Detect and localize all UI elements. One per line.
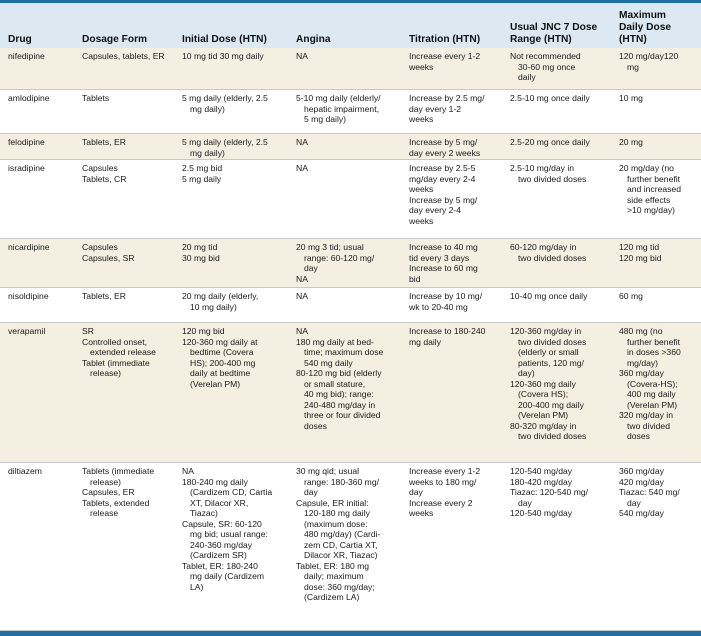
cell-titration xyxy=(409,466,480,519)
cell-text: two divided xyxy=(627,420,670,431)
cell-text: 30-60 mg once xyxy=(518,61,576,72)
cell-dosage-form xyxy=(82,326,156,379)
cell-text: 120-180 mg daily xyxy=(304,508,370,518)
cell-text: weeks xyxy=(409,215,434,226)
table-row xyxy=(0,48,701,90)
cell-text: two divided doses xyxy=(518,431,587,441)
header-dosage-form xyxy=(82,34,147,46)
cell-text: NA xyxy=(296,326,308,336)
cell-text: Controlled onset, xyxy=(82,336,147,347)
cell-text: mg daily xyxy=(409,336,441,347)
cell-maximum-dose xyxy=(619,326,681,442)
cell-angina xyxy=(296,51,308,62)
cell-initial-dose xyxy=(182,51,264,62)
cell-text: mg/day every 2-4 xyxy=(409,173,476,184)
cell-text: 120 mg tid xyxy=(619,242,660,252)
cell-text: NA xyxy=(182,466,194,476)
cell-text: 5 mg daily (elderly, 2.5 xyxy=(182,137,268,147)
cell-initial-dose xyxy=(182,163,222,184)
cell-text: weeks to 180 mg/ xyxy=(409,476,477,487)
cell-titration xyxy=(409,163,477,226)
cell-text: 20 mg 3 tid; usual xyxy=(296,242,364,252)
cell-dosage-form xyxy=(82,291,126,302)
cell-text: three or four divided xyxy=(304,410,381,420)
header-drug xyxy=(8,34,32,46)
cell-text: 480 mg (no xyxy=(619,326,663,336)
cell-initial-dose xyxy=(182,291,258,312)
cell-text: 180 mg daily at bed- xyxy=(296,336,374,347)
cell-text: release) xyxy=(90,476,122,487)
cell-text: 120-360 mg/day in xyxy=(510,326,582,336)
cell-text: 360 mg/day xyxy=(619,466,664,476)
cell-text: (Cardizem LA) xyxy=(304,592,360,602)
cell-text: NA xyxy=(296,137,308,147)
cell-text: 480 mg/day) (Cardi- xyxy=(304,529,381,539)
cell-drug xyxy=(8,93,50,104)
cell-text: wk to 20-40 mg xyxy=(409,301,468,312)
cell-text: Capsules, ER xyxy=(82,487,135,497)
cell-dosage-form xyxy=(82,242,135,263)
cell-text: felodipine xyxy=(8,137,45,147)
cell-text: 180-240 mg daily xyxy=(182,476,248,487)
cell-drug xyxy=(8,326,45,337)
cell-text: 2.5-10 mg/day in xyxy=(510,163,575,173)
cell-text: two divided doses xyxy=(518,336,587,347)
cell-text: 2.5 mg bid xyxy=(182,163,223,173)
cell-text: 5 mg daily (elderly, 2.5 xyxy=(182,93,268,103)
cell-text: (maximum dose: xyxy=(304,518,368,529)
cell-text: Dilacor XR, Tiazac) xyxy=(304,550,378,560)
cell-text: Increase by 5 mg/ xyxy=(409,137,478,147)
cell-text: daily xyxy=(518,72,536,82)
cell-text: NA xyxy=(296,291,308,301)
cell-text: tid every 3 days xyxy=(409,252,470,263)
cell-text: (Covera HS); xyxy=(518,389,569,399)
cell-text: 240-360 mg/day xyxy=(190,539,253,550)
cell-text: 10-40 mg once daily xyxy=(510,291,588,301)
header-text: Daily Dose xyxy=(619,22,672,33)
table-row xyxy=(0,239,701,288)
cell-text: 120-360 mg daily xyxy=(510,378,576,389)
cell-text: mg daily) xyxy=(190,103,225,114)
cell-text: range: 180-360 mg/ xyxy=(304,476,380,487)
cell-angina xyxy=(296,291,308,302)
cell-text: daily; maximum xyxy=(304,571,364,581)
cell-text: >10 mg/day) xyxy=(627,205,676,215)
cell-text: 80-120 mg bid (elderly xyxy=(296,368,382,378)
cell-text: Tablet, ER: 180 mg xyxy=(296,560,370,571)
cell-text: 80-320 mg/day in xyxy=(510,420,577,431)
cell-text: diltiazem xyxy=(8,466,42,476)
cell-text: Capsule, SR: 60-120 xyxy=(182,518,262,529)
cell-titration xyxy=(409,291,482,312)
header-maximum-dose xyxy=(619,10,671,46)
cell-text: Capsules, tablets, ER xyxy=(82,51,165,61)
cell-maximum-dose xyxy=(619,93,643,104)
header-angina xyxy=(296,34,331,46)
cell-text: Increase every 2 xyxy=(409,497,473,508)
cell-text: Increase to 40 mg xyxy=(409,242,478,252)
cell-text: two divided doses xyxy=(518,173,587,184)
cell-drug xyxy=(8,242,50,253)
cell-drug xyxy=(8,163,45,174)
cell-text: 240-480 mg/day in xyxy=(304,399,376,410)
cell-text: (Covera-HS); xyxy=(627,378,678,389)
header-text: Usual JNC 7 Dose xyxy=(510,22,598,33)
cell-usual-range xyxy=(510,326,586,442)
cell-text: NA xyxy=(296,273,308,284)
cell-text: 5 mg daily) xyxy=(304,114,347,124)
cell-text: 120-540 mg/day xyxy=(510,508,573,518)
cell-text: Tablets, ER xyxy=(82,291,126,301)
cell-text: 120-360 mg daily at xyxy=(182,336,258,347)
cell-text: or small stature, xyxy=(304,378,366,389)
table-header xyxy=(0,3,701,48)
cell-text: 40 mg bid); range: xyxy=(304,389,374,399)
cell-text: day xyxy=(518,497,532,508)
cell-text: 10 mg xyxy=(619,93,643,103)
cell-text: 60 mg xyxy=(619,291,643,301)
cell-text: Tiazac: 120-540 mg/ xyxy=(510,487,589,497)
cell-text: release xyxy=(90,508,119,518)
cell-angina xyxy=(296,93,381,125)
cell-text: NA xyxy=(296,51,308,61)
cell-text: mg daily) xyxy=(190,147,225,158)
cell-usual-range xyxy=(510,163,586,184)
cell-text: Increase by 2.5 mg/ xyxy=(409,93,485,103)
cell-text: nicardipine xyxy=(8,242,50,252)
cell-text: amlodipine xyxy=(8,93,50,103)
cell-text: NA xyxy=(296,163,308,173)
cell-text: Increase by 5 mg/ xyxy=(409,194,478,205)
cell-text: (elderly or small xyxy=(518,347,579,357)
cell-text: doses xyxy=(304,420,327,431)
cell-text: dose: 360 mg/day; xyxy=(304,581,375,592)
cell-text: day xyxy=(409,487,423,497)
cell-angina xyxy=(296,466,380,603)
cell-text: day xyxy=(627,497,641,508)
cell-maximum-dose xyxy=(619,137,643,148)
cell-drug xyxy=(8,466,42,477)
cell-text: Tablet, ER: 180-240 xyxy=(182,560,258,571)
cell-text: HS); 200-400 mg xyxy=(190,357,256,368)
cell-text: daily at bedtime xyxy=(190,368,251,378)
cell-titration xyxy=(409,137,480,158)
cell-text: 120 mg bid xyxy=(619,252,662,263)
cell-text: mg/day) xyxy=(627,357,659,368)
cell-text: mg xyxy=(627,61,639,72)
cell-text: weeks xyxy=(409,114,434,124)
cell-usual-range xyxy=(510,137,590,148)
cell-usual-range xyxy=(510,93,590,104)
table-row xyxy=(0,288,701,323)
cell-text: nisoldipine xyxy=(8,291,49,301)
cell-text: (Verelan PM) xyxy=(627,399,678,410)
cell-usual-range xyxy=(510,291,587,302)
cell-text: in doses >360 xyxy=(627,347,681,357)
cell-text: (Cardizem CD, Cartia xyxy=(190,487,273,497)
cell-angina xyxy=(296,163,308,174)
cell-text: Increase to 180-240 xyxy=(409,326,486,336)
cell-text: day xyxy=(304,487,318,497)
cell-text: 120 mg bid xyxy=(182,326,225,336)
cell-text: hepatic impairment, xyxy=(304,103,379,114)
cell-drug xyxy=(8,137,45,148)
cell-maximum-dose xyxy=(619,242,662,263)
cell-text: (Cardizem SR) xyxy=(190,550,247,560)
cell-text: two divided doses xyxy=(518,252,587,263)
header-text: Titration (HTN) xyxy=(409,34,481,45)
cell-text: LA) xyxy=(190,581,204,592)
header-text: (HTN) xyxy=(619,34,647,45)
cell-text: further benefit xyxy=(627,336,681,347)
cell-text: 320 mg/day in xyxy=(619,410,673,420)
table-row xyxy=(0,90,701,134)
cell-text: Increase every 1-2 xyxy=(409,466,481,476)
cell-text: extended release xyxy=(90,347,156,357)
cell-dosage-form xyxy=(82,93,109,104)
cell-text: time; maximum dose xyxy=(304,347,384,357)
cell-maximum-dose xyxy=(619,291,643,302)
cell-angina xyxy=(296,326,383,431)
cell-angina xyxy=(296,137,308,148)
cell-initial-dose xyxy=(182,326,257,389)
cell-text: day every 2-4 xyxy=(409,205,462,215)
cell-text: (Verelan PM) xyxy=(518,410,569,420)
table-row xyxy=(0,160,701,239)
cell-text: release) xyxy=(90,368,122,378)
cell-text: mg daily (Cardizem xyxy=(190,571,265,581)
cell-text: mg bid; usual range: xyxy=(190,529,268,539)
cell-titration xyxy=(409,93,484,125)
header-usual-range xyxy=(510,22,597,46)
cell-text: Capsule, ER initial: xyxy=(296,497,369,508)
cell-text: SR xyxy=(82,326,94,336)
header-text: Range (HTN) xyxy=(510,34,572,45)
header-text: Initial Dose (HTN) xyxy=(182,34,267,45)
cell-text: 60-120 mg/day in xyxy=(510,242,577,252)
cell-text: XT, Dilacor XR, xyxy=(190,497,249,508)
cell-text: Not recommended xyxy=(510,51,581,61)
cell-dosage-form xyxy=(82,51,165,62)
cell-text: weeks xyxy=(409,61,434,72)
cell-dosage-form xyxy=(82,466,154,519)
cell-dosage-form xyxy=(82,137,126,148)
cell-text: (Verelan PM) xyxy=(190,378,241,389)
cell-usual-range xyxy=(510,466,588,519)
table-row xyxy=(0,134,701,160)
cell-text: 20 mg daily (elderly, xyxy=(182,291,259,301)
cell-text: bid xyxy=(409,273,421,284)
cell-text: doses xyxy=(627,431,650,441)
cell-titration xyxy=(409,51,480,72)
cell-text: 5 mg daily xyxy=(182,173,222,184)
cell-text: Increase by 10 mg/ xyxy=(409,291,483,301)
header-titration xyxy=(409,34,480,46)
header-text: Drug xyxy=(8,34,32,45)
cell-maximum-dose xyxy=(619,51,678,72)
cell-text: Increase by 2.5-5 xyxy=(409,163,476,173)
cell-text: 120 mg/day120 xyxy=(619,51,679,61)
cell-text: weeks xyxy=(409,184,434,194)
cell-text: Tiazac: 540 mg/ xyxy=(619,487,680,497)
cell-text: 200-400 mg daily xyxy=(518,399,584,410)
cell-text: 180-420 mg/day xyxy=(510,476,573,487)
cell-text: 2.5-10 mg once daily xyxy=(510,93,590,103)
cell-text: 20 mg tid xyxy=(182,242,218,252)
cell-usual-range xyxy=(510,242,586,263)
cell-text: patients, 120 mg/ xyxy=(518,357,584,368)
cell-text: Tablets, ER xyxy=(82,137,126,147)
cell-drug xyxy=(8,51,45,62)
cell-text: 20 mg/day (no xyxy=(619,163,674,173)
cell-text: verapamil xyxy=(8,326,46,336)
cell-text: Tablets, extended xyxy=(82,497,150,508)
cell-text: range: 60-120 mg/ xyxy=(304,252,375,263)
cell-initial-dose xyxy=(182,137,268,158)
cell-text: day every 2 weeks xyxy=(409,147,481,158)
cell-usual-range xyxy=(510,51,581,83)
cell-text: Tiazac) xyxy=(190,508,218,518)
cell-maximum-dose xyxy=(619,466,680,519)
cell-text: 400 mg daily xyxy=(627,389,676,399)
header-initial-dose xyxy=(182,34,267,46)
cell-text: Tablets (immediate xyxy=(82,466,155,476)
cell-text: 30 mg bid xyxy=(182,252,220,263)
table-row xyxy=(0,463,701,631)
header-text: Angina xyxy=(296,34,331,45)
cell-text: 10 mg tid 30 mg daily xyxy=(182,51,264,61)
cell-text: Tablets, CR xyxy=(82,173,127,184)
cell-text: Tablet (immediate xyxy=(82,357,150,368)
cell-text: day every 1-2 xyxy=(409,103,462,114)
cell-text: 360 mg/day xyxy=(619,368,664,378)
cell-text: Capsules xyxy=(82,242,118,252)
cell-text: isradipine xyxy=(8,163,45,173)
cell-text: 30 mg qid; usual xyxy=(296,466,360,476)
cell-titration xyxy=(409,326,485,347)
cell-text: nifedipine xyxy=(8,51,45,61)
cell-text: 420 mg/day xyxy=(619,476,664,487)
cell-initial-dose xyxy=(182,242,220,263)
cell-text: Capsules xyxy=(82,163,118,173)
cell-text: 2.5-20 mg once daily xyxy=(510,137,590,147)
cell-text: day xyxy=(304,263,318,273)
cell-text: 120-540 mg/day xyxy=(510,466,573,476)
cell-drug xyxy=(8,291,49,302)
cell-text: 5-10 mg daily (elderly/ xyxy=(296,93,381,103)
cell-text: further benefit xyxy=(627,173,681,184)
cell-text: weeks xyxy=(409,508,434,518)
cell-text: Tablets xyxy=(82,93,110,103)
cell-text: Increase every 1-2 xyxy=(409,51,481,61)
cell-text: 540 mg/day xyxy=(619,508,664,518)
table-row xyxy=(0,323,701,463)
bottom-accent-bar xyxy=(0,631,701,636)
cell-text: and increased xyxy=(627,184,681,194)
cell-text: 540 mg daily xyxy=(304,357,353,368)
header-text: Dosage Form xyxy=(82,34,148,45)
cell-angina xyxy=(296,242,374,284)
cell-text: day) xyxy=(518,368,535,378)
cell-text: side effects xyxy=(627,194,671,205)
cell-text: bedtime (Covera xyxy=(190,347,254,357)
cell-text: Capsules, SR xyxy=(82,252,135,263)
cell-text: 20 mg xyxy=(619,137,643,147)
header-text: Maximum xyxy=(619,10,666,21)
cell-initial-dose xyxy=(182,466,272,592)
cell-text: Increase to 60 mg xyxy=(409,263,478,273)
cell-dosage-form xyxy=(82,163,126,184)
cell-text: 10 mg daily) xyxy=(190,301,237,312)
cell-initial-dose xyxy=(182,93,268,114)
cell-text: zem CD, Cartia XT, xyxy=(304,539,378,550)
cell-titration xyxy=(409,242,478,284)
cell-maximum-dose xyxy=(619,163,681,216)
